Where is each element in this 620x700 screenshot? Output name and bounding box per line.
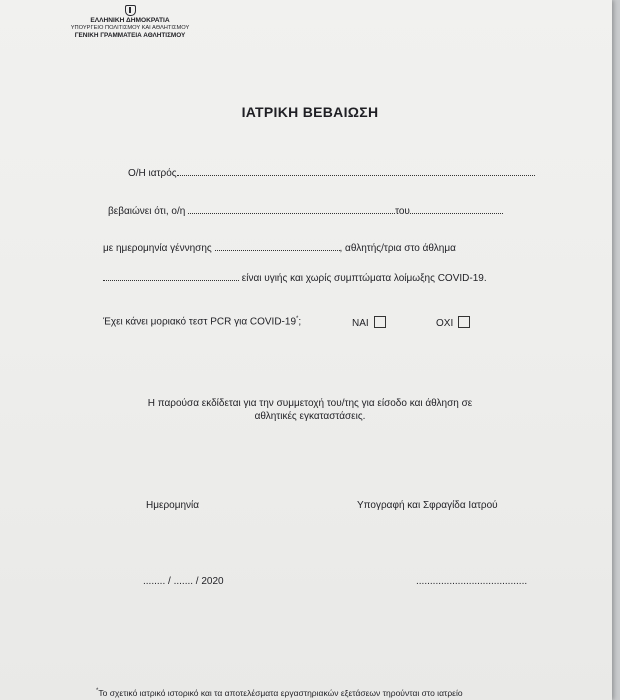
document-title: ΙΑΤΡΙΚΗ ΒΕΒΑΙΩΣΗ: [241, 104, 379, 120]
pcr-no-label: ΟΧΙ: [436, 318, 454, 329]
doctor-line: [128, 166, 535, 179]
signature-field[interactable]: ........................................: [416, 576, 528, 587]
signature-label: Υπογραφή και Σφραγίδα Ιατρού: [357, 500, 498, 511]
healthy-line: [103, 271, 487, 284]
sport-field[interactable]: [103, 271, 239, 281]
pcr-yes-option: [352, 316, 386, 329]
doctor-name-field[interactable]: [177, 166, 535, 176]
purpose-line-1: Η παρούσα εκδίδεται για την συμμετοχή του/της για είσοδο και άθληση σε: [147, 398, 473, 409]
date-day-placeholder: ........ /: [143, 576, 171, 587]
doctor-label: Ο/Η ιατρός: [128, 168, 177, 179]
header-ministry: ΥΠΟΥΡΓΕΙΟ ΠΟΛΙΤΙΣΜΟΥ ΚΑΙ ΑΘΛΗΤΙΣΜΟΥ: [70, 24, 190, 31]
footnote: [96, 688, 463, 698]
pcr-no-checkbox[interactable]: [458, 316, 470, 328]
header-secretariat: ΓΕΝΙΚΗ ΓΡΑΜΜΑΤΕΙΑ ΑΘΛΗΤΙΣΜΟΥ: [74, 31, 186, 39]
header-country: ΕΛΛΗΝΙΚΗ ΔΗΜΟΚΡΑΤΙΑ: [90, 17, 170, 24]
greek-crest-icon: [125, 5, 136, 16]
purpose-line-2: αθλητικές εγκαταστάσεις.: [254, 411, 366, 422]
footnote-text: Το σχετικό ιατρικό ιστορικό και τα αποτελέσματα εργαστηριακών εξετάσεων τηρούνται στο ιατρείο: [98, 688, 463, 698]
pcr-no-option: [436, 316, 470, 329]
patient-name-field[interactable]: [188, 204, 395, 214]
pcr-question-line: [103, 316, 301, 327]
pcr-question-end: ;: [298, 316, 302, 328]
purpose-paragraph: [0, 397, 620, 423]
date-field[interactable]: [143, 576, 224, 587]
birthdate-field[interactable]: [215, 241, 340, 251]
pcr-question: Έχει κάνει μοριακό τεστ PCR για COVID-19: [103, 316, 297, 328]
pcr-yes-checkbox[interactable]: [374, 316, 386, 328]
father-name-field[interactable]: [410, 204, 503, 214]
birthdate-line: [103, 241, 456, 254]
pcr-yes-label: ΝΑΙ: [352, 318, 369, 329]
date-month-placeholder: ....... /: [173, 576, 199, 587]
healthy-statement: είναι υγιής και χωρίς συμπτώματα λοίμωξης COVID-19.: [241, 273, 487, 284]
certifies-label: βεβαιώνει ότι, ο/η: [108, 206, 186, 217]
certifies-line: [108, 204, 503, 217]
ministry-header: [55, 5, 205, 39]
of-label: του: [395, 206, 410, 217]
athlete-label: , αθλητής/τρια στο άθλημα: [339, 243, 456, 254]
footnote-marker: *: [96, 688, 99, 695]
birthdate-label: με ημερομηνία γέννησης: [103, 243, 212, 254]
date-year: 2020: [201, 576, 224, 587]
date-label: Ημερομηνία: [146, 500, 200, 511]
pcr-footnote-marker: *: [296, 316, 299, 322]
